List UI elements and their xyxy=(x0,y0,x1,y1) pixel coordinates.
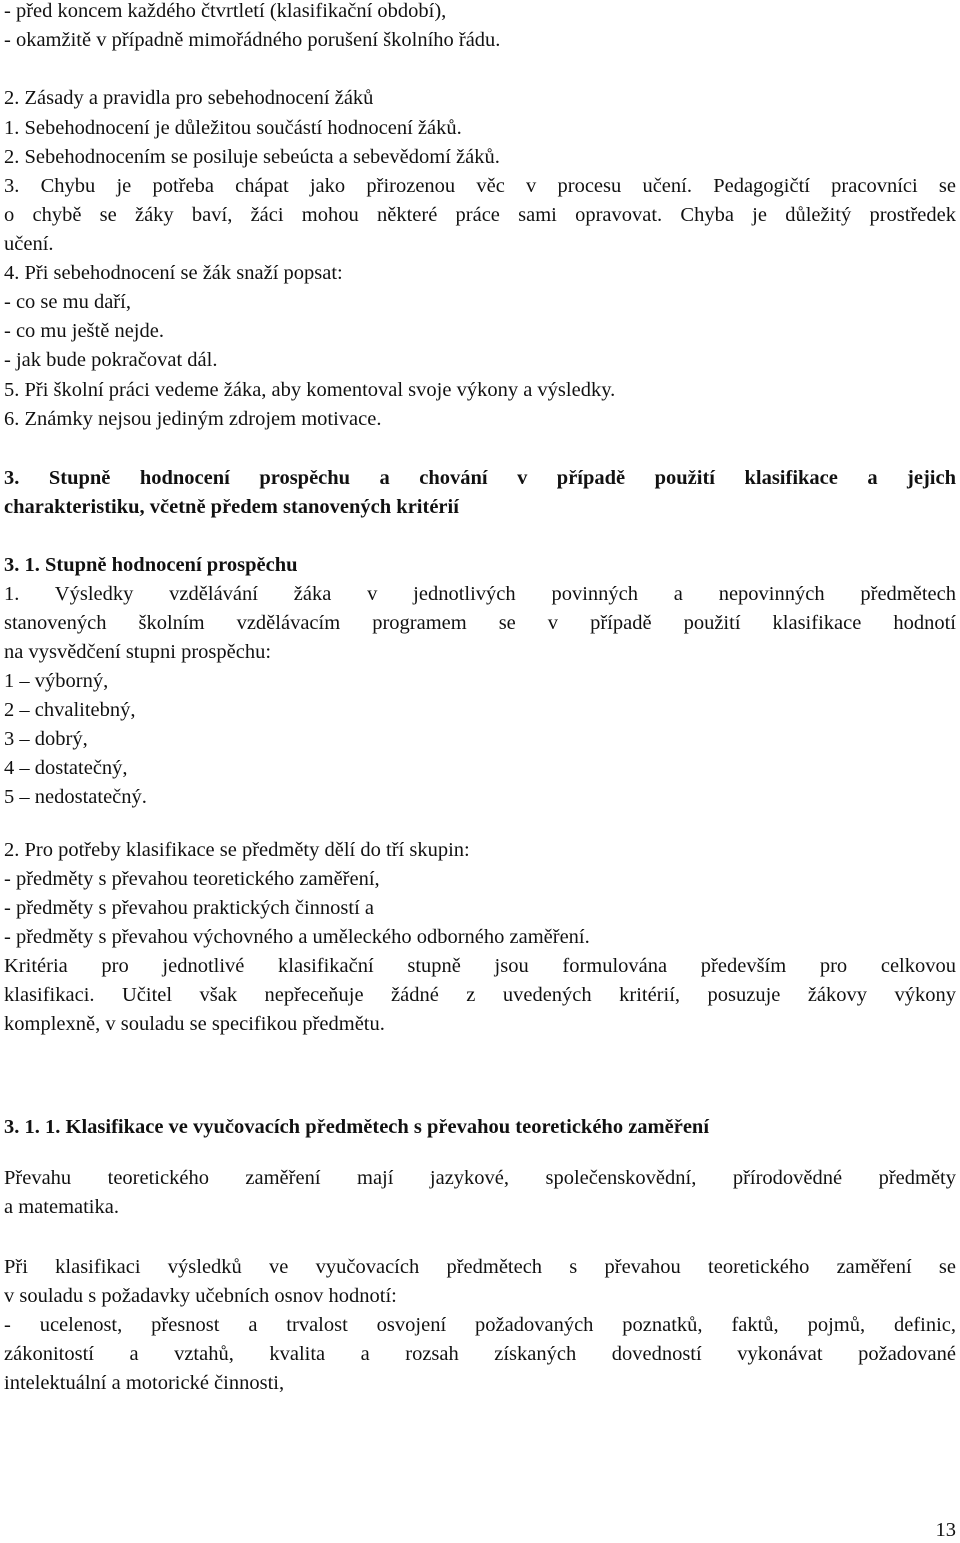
text-line: 2. Pro potřeby klasifikace se předměty dělí do tří skupin: xyxy=(4,839,470,861)
text-line: Při klasifikaci výsledků ve vyučovacích předmětech s převahou teoretického zaměření se xyxy=(4,1256,956,1278)
subsection-heading: 3. 1. 1. Klasifikace ve vyučovacích předmětech s převahou teoretického zaměření xyxy=(4,1116,710,1138)
text-line: 1. Sebehodnocení je důležitou součástí hodnocení žáků. xyxy=(4,117,462,139)
text-line: - předměty s převahou výchovného a uměleckého odborného zaměření. xyxy=(4,926,590,948)
section-heading: 2. Zásady a pravidla pro sebehodnocení žáků xyxy=(4,87,374,109)
text-line: - před koncem každého čtvrtletí (klasifikační období), xyxy=(4,0,447,22)
page-number: 13 xyxy=(935,1519,956,1541)
text-line: 6. Známky nejsou jediným zdrojem motivace. xyxy=(4,408,382,430)
text-line: - předměty s převahou praktických činností a xyxy=(4,897,375,919)
text-line: komplexně, v souladu se specifikou předmětu. xyxy=(4,1013,385,1035)
text-line: - co se mu daří, xyxy=(4,291,131,313)
text-line: - předměty s převahou teoretického zaměření, xyxy=(4,868,380,890)
grade-item: 1 – výborný, xyxy=(4,670,109,692)
grade-item: 2 – chvalitebný, xyxy=(4,699,136,721)
grade-item: 4 – dostatečný, xyxy=(4,757,128,779)
text-line: - ucelenost, přesnost a trvalost osvojení požadovaných poznatků, faktů, pojmů, definic, xyxy=(4,1314,956,1336)
text-line: v souladu s požadavky učebních osnov hodnotí: xyxy=(4,1285,397,1307)
text-line: o chybě se žáky baví, žáci mohou některé práce sami opravovat. Chyba je důležitý prostředek xyxy=(4,204,956,226)
text-line: - okamžitě v případně mimořádného porušení školního řádu. xyxy=(4,29,501,51)
text-line: zákonitostí a vztahů, kvalita a rozsah získaných dovedností vykonávat požadované xyxy=(4,1343,956,1365)
text-line: na vysvědčení stupni prospěchu: xyxy=(4,641,272,663)
text-line: 4. Při sebehodnocení se žák snaží popsat: xyxy=(4,262,343,284)
subsection-heading: 3. 1. Stupně hodnocení prospěchu xyxy=(4,554,298,576)
text-line: 1. Výsledky vzdělávání žáka v jednotlivých povinných a nepovinných předmětech xyxy=(4,583,956,605)
text-line: Převahu teoretického zaměření mají jazykové, společenskovědní, přírodovědné předměty xyxy=(4,1167,956,1189)
text-line: 3. Chybu je potřeba chápat jako přirozenou věc v procesu učení. Pedagogičtí pracovníci se xyxy=(4,175,956,197)
text-line: učení. xyxy=(4,233,54,255)
grade-item: 3 – dobrý, xyxy=(4,728,88,750)
text-line: 2. Sebehodnocením se posiluje sebeúcta a sebevědomí žáků. xyxy=(4,146,500,168)
text-line: 5. Při školní práci vedeme žáka, aby komentoval svoje výkony a výsledky. xyxy=(4,379,616,401)
section-heading: charakteristiku, včetně předem stanovených kritérií xyxy=(4,496,459,518)
section-heading: 3. Stupně hodnocení prospěchu a chování v případě použití klasifikace a jejich xyxy=(4,467,956,489)
text-line: stanovených školním vzdělávacím programem se v případě použití klasifikace hodnotí xyxy=(4,612,956,634)
grade-item: 5 – nedostatečný. xyxy=(4,786,147,808)
text-line: intelektuální a motorické činnosti, xyxy=(4,1372,285,1394)
text-line: Kritéria pro jednotlivé klasifikační stupně jsou formulována především pro celkovou xyxy=(4,955,956,977)
text-line: - co mu ještě nejde. xyxy=(4,320,164,342)
text-line: a matematika. xyxy=(4,1196,119,1218)
text-line: klasifikaci. Učitel však nepřeceňuje žádné z uvedených kritérií, posuzuje žákovy výkony xyxy=(4,984,956,1006)
text-line: - jak bude pokračovat dál. xyxy=(4,349,218,371)
